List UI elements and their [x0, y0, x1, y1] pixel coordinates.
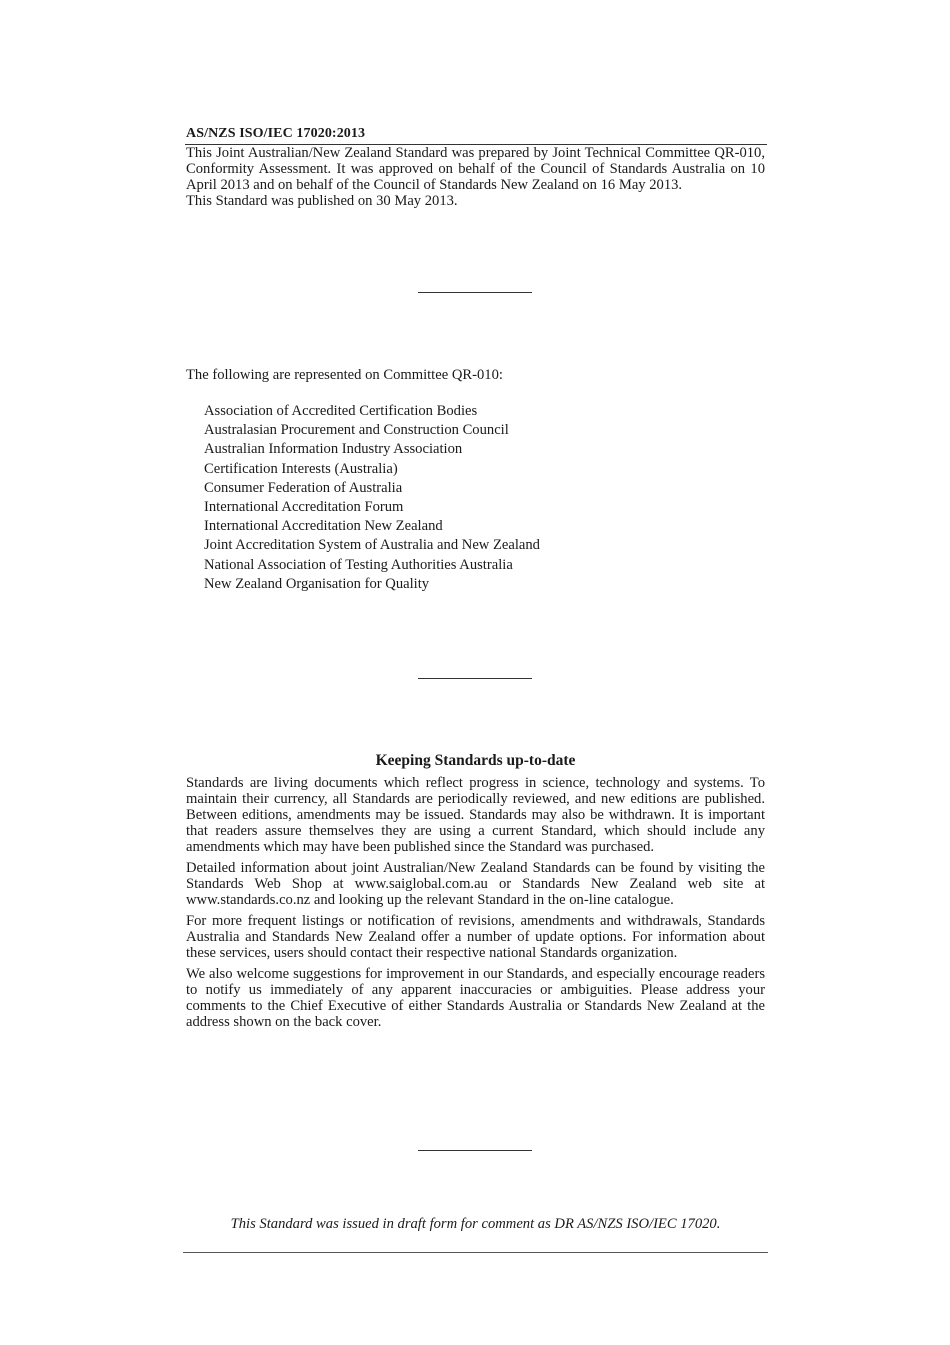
separator-rule	[418, 1150, 532, 1151]
list-item: National Association of Testing Authorities Australia	[204, 556, 513, 573]
separator-rule	[418, 292, 532, 293]
keeping-up-to-date-body	[186, 775, 765, 1035]
list-item: International Accreditation Forum	[204, 499, 404, 516]
draft-note: This Standard was issued in draft form for comment as DR AS/NZS ISO/IEC 17020.	[230, 1216, 721, 1232]
list-item: Consumer Federation of Australia	[204, 479, 403, 496]
body-paragraph: Detailed information about joint Australian/New Zealand Standards can be found by visiting the Standards Web Shop at www.saiglobal.com.au or Standards New Zealand web site at www.standards.co.nz and looking up the relevant Standard in the on-line catalogue.	[186, 860, 765, 908]
list-item: Australasian Procurement and Construction Council	[204, 422, 509, 439]
separator-rule	[418, 678, 532, 679]
list-item: New Zealand Organisation for Quality	[204, 575, 430, 592]
list-item: Certification Interests (Australia)	[204, 460, 398, 477]
standard-designation: AS/NZS ISO/IEC 17020:2013	[186, 126, 366, 141]
preparation-paragraph: This Joint Australian/New Zealand Standard was prepared by Joint Technical Committee QR-010, Conformity Assessment. It was approved on behalf of the Council of Standards Australia on 10 April 2013 and on behalf of the Council of Standards New Zealand on 16 May 2013.	[186, 145, 765, 193]
list-item: Australian Information Industry Association	[204, 441, 463, 458]
body-paragraph: For more frequent listings or notification of revisions, amendments and withdrawals, Standards Australia and Standards New Zealand offer a number of update options. For information about these services, users should contact their respective national Standards organization.	[186, 913, 765, 961]
committee-member-list	[204, 402, 540, 594]
committee-intro: The following are represented on Committee QR-010:	[186, 367, 503, 383]
body-paragraph: Standards are living documents which reflect progress in science, technology and systems. To maintain their currency, all Standards are periodically reviewed, and new editions are published. Between editions, amendments may be issued. Standards may also be withdrawn. It is important that readers assure themselves they are using a current Standard, which should include any amendments which may have been published since the Standard was purchased.	[186, 775, 765, 855]
section-heading: Keeping Standards up-to-date	[375, 752, 576, 769]
footer-rule	[183, 1252, 768, 1253]
publication-date: This Standard was published on 30 May 2013.	[186, 193, 458, 209]
preparation-block	[186, 145, 765, 209]
list-item: International Accreditation New Zealand	[204, 518, 443, 535]
body-paragraph: We also welcome suggestions for improvement in our Standards, and especially encourage readers to notify us immediately of any apparent inaccuracies or ambiguities. Please address your comments to the Chief Executive of either Standards Australia or Standards New Zealand at the address shown on the back cover.	[186, 966, 765, 1030]
list-item: Association of Accredited Certification Bodies	[204, 403, 478, 419]
list-item: Joint Accreditation System of Australia and New Zealand	[204, 537, 540, 554]
